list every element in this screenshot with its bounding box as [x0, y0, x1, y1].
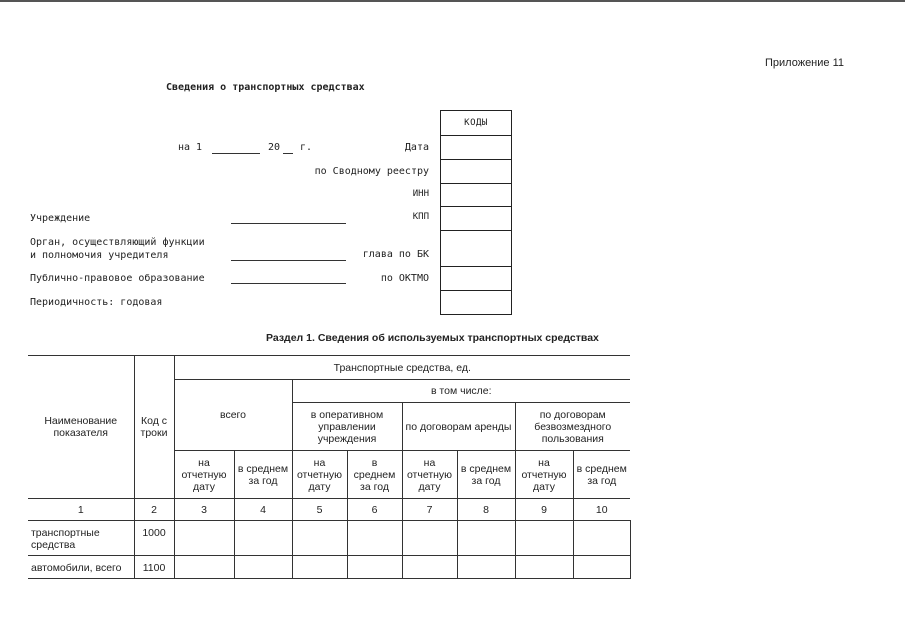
- date-year-blank[interactable]: [283, 153, 293, 154]
- appendix-label: Приложение 11: [765, 57, 844, 69]
- row-name: автомобили, всего: [28, 556, 134, 579]
- table-row: [28, 521, 630, 556]
- sub-avg-year-3: в среднем за год: [457, 451, 515, 499]
- row-code: 1100: [134, 556, 174, 579]
- data-cell[interactable]: [515, 556, 573, 579]
- codes-box: [440, 110, 512, 315]
- header-total: всего: [174, 380, 292, 451]
- label-kpp: КПП: [412, 212, 429, 222]
- date-year-prefix: 20: [268, 142, 281, 153]
- header-code-text: Код строки: [140, 415, 168, 439]
- data-cell[interactable]: [174, 556, 234, 579]
- date-day-month-blank[interactable]: [212, 153, 260, 154]
- label-authority-line2: и полномочия учредителя: [30, 250, 169, 261]
- row-name: транспортные средства: [28, 521, 134, 556]
- col-number: 6: [347, 499, 402, 521]
- code-bk-cell[interactable]: [441, 230, 511, 266]
- code-registry-cell[interactable]: [441, 159, 511, 183]
- data-cell[interactable]: [573, 556, 630, 579]
- page-top-border: [0, 0, 905, 2]
- code-oktmo-cell[interactable]: [441, 266, 511, 290]
- data-cell[interactable]: [347, 556, 402, 579]
- vehicles-table: [28, 355, 631, 579]
- data-cell[interactable]: [402, 556, 457, 579]
- authority-field[interactable]: [231, 260, 346, 261]
- col-number: 2: [134, 499, 174, 521]
- data-cell[interactable]: [347, 521, 402, 556]
- header-operational: в оперативном управлении учреждения: [292, 403, 402, 451]
- date-prefix: на 1: [178, 142, 203, 153]
- public-entity-field[interactable]: [231, 283, 346, 284]
- col-number: 1: [28, 499, 134, 521]
- sub-avg-year-4: в среднем за год: [573, 451, 630, 499]
- code-inn-cell[interactable]: [441, 183, 511, 206]
- label-oktmo: по ОКТМО: [380, 273, 429, 284]
- label-public-entity: Публично-правовое образование: [30, 273, 205, 284]
- label-registry: по Сводному реестру: [314, 166, 429, 177]
- data-cell[interactable]: [573, 521, 630, 556]
- code-periodicity-cell[interactable]: [441, 290, 511, 314]
- data-cell[interactable]: [234, 521, 292, 556]
- code-kpp-cell[interactable]: [441, 206, 511, 230]
- col-number: 3: [174, 499, 234, 521]
- data-cell[interactable]: [174, 521, 234, 556]
- col-number: 4: [234, 499, 292, 521]
- header-group: Транспортные средства, ед.: [174, 356, 630, 380]
- data-cell[interactable]: [515, 521, 573, 556]
- header-name: [28, 356, 134, 499]
- col-number: 8: [457, 499, 515, 521]
- col-number: 7: [402, 499, 457, 521]
- row-code: 1000: [134, 521, 174, 556]
- data-cell[interactable]: [457, 521, 515, 556]
- sub-avg-year-2: в среднем за год: [347, 451, 402, 499]
- data-cell[interactable]: [457, 556, 515, 579]
- header-name-text: Наименование показателя: [44, 415, 118, 439]
- header-free-use: по договорам безвозмездного пользования: [515, 403, 630, 451]
- data-cell[interactable]: [292, 521, 347, 556]
- sub-on-date-2: на отчетную дату: [292, 451, 347, 499]
- col-number: 5: [292, 499, 347, 521]
- section-title: Раздел 1. Сведения об используемых транспортных средствах: [266, 332, 599, 344]
- date-suffix: г.: [300, 142, 313, 153]
- data-cell[interactable]: [292, 556, 347, 579]
- codes-header: КОДЫ: [464, 118, 488, 128]
- label-institution: Учреждение: [30, 213, 91, 224]
- data-cell[interactable]: [234, 556, 292, 579]
- col-number: 10: [573, 499, 630, 521]
- code-date-cell[interactable]: [441, 135, 511, 159]
- data-cell[interactable]: [402, 521, 457, 556]
- label-bk: глава по БК: [362, 249, 429, 260]
- header-including: в том числе:: [292, 380, 630, 403]
- sub-on-date-4: на отчетную дату: [515, 451, 573, 499]
- label-periodicity: Периодичность: годовая: [30, 297, 163, 308]
- col-number: 9: [515, 499, 573, 521]
- form-title: Сведения о транспортных средствах: [166, 82, 365, 93]
- label-inn: ИНН: [412, 189, 429, 199]
- label-authority-line1: Орган, осуществляющий функции: [30, 237, 205, 248]
- sub-avg-year-1: в среднем за год: [234, 451, 292, 499]
- sub-on-date-3: на отчетную дату: [402, 451, 457, 499]
- table-row: [28, 556, 630, 579]
- label-date: Дата: [404, 142, 429, 153]
- institution-field[interactable]: [231, 223, 346, 224]
- header-lease: по договорам аренды: [402, 403, 515, 451]
- sub-on-date-1: на отчетную дату: [174, 451, 234, 499]
- header-code: [134, 356, 174, 499]
